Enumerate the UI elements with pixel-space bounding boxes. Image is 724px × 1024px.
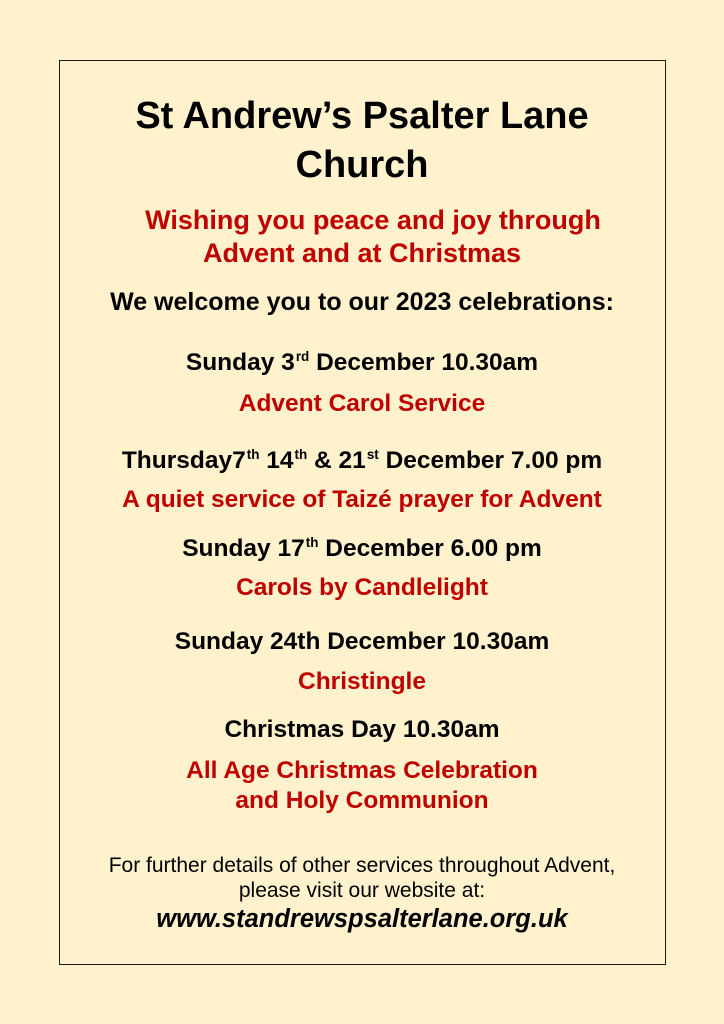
service-3-event: Carols by Candlelight (236, 574, 488, 601)
greeting-line-2: Advent and at Christmas (202, 238, 522, 268)
service-1-event: Advent Carol Service (238, 390, 486, 417)
service-2-date: Thursday7th 14th & 21st December 7.00 pm (121, 446, 603, 474)
service-5-event-line-1: All Age Christmas Celebration (186, 757, 538, 784)
church-title-line-2: Church (295, 144, 429, 186)
service-1-date: Sunday 3rd December 10.30am (185, 348, 539, 376)
service-3-date: Sunday 17th December 6.00 pm (182, 534, 542, 562)
service-4-date: Sunday 24th December 10.30am (174, 628, 550, 655)
service-5-date: Christmas Day 10.30am (224, 716, 500, 743)
website-link[interactable]: www.standrewspsalterlane.org.uk (156, 905, 568, 933)
church-title-line-1: St Andrew’s Psalter Lane (135, 95, 589, 137)
service-2-event: A quiet service of Taizé prayer for Advent (122, 486, 602, 513)
service-5-event-line-2: and Holy Communion (235, 787, 489, 814)
footer-line-2: please visit our website at: (238, 879, 486, 902)
welcome-text: We welcome you to our 2023 celebrations: (110, 288, 614, 316)
footer-line-1: For further details of other services throughout Advent, (108, 854, 616, 877)
service-4-event: Christingle (298, 668, 426, 695)
greeting-line-1: Wishing you peace and joy through (145, 205, 601, 235)
